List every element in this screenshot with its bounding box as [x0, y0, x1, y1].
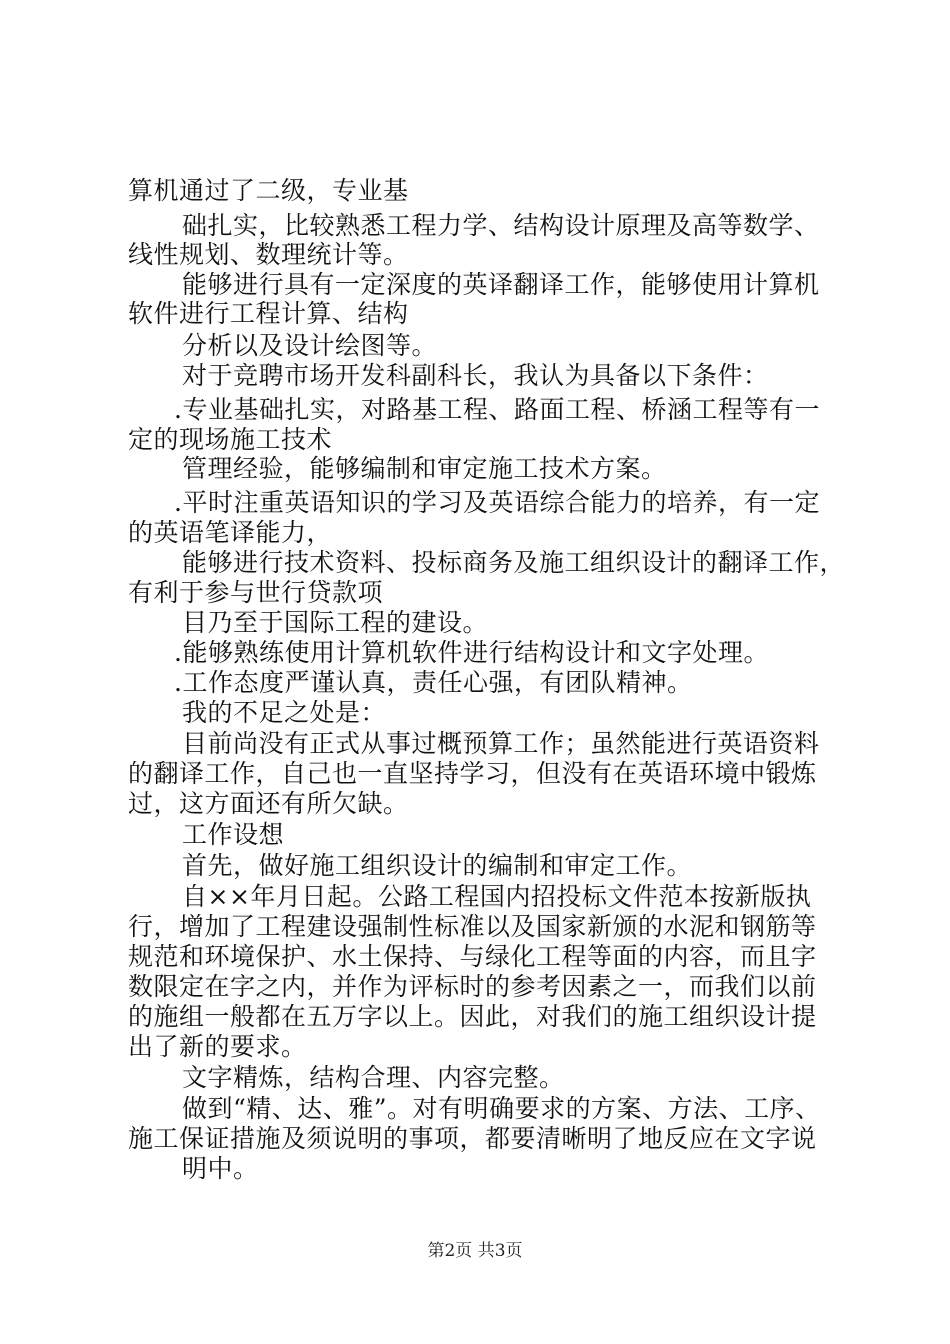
text-line: 线性规划、数理统计等。 [128, 240, 409, 269]
text-line: 的翻译工作，自己也一直坚持学习，但没有在英语环境中锻炼 [128, 759, 817, 788]
text-line: 分析以及设计绘图等。 [182, 331, 438, 360]
text-line: 能够进行具有一定深度的英译翻译工作，能够使用计算机 [182, 270, 820, 299]
text-line: 明中。 [182, 1154, 259, 1183]
text-line: 我的不足之处是： [182, 698, 387, 727]
text-line: 的施组一般都在五万字以上。因此，对我们的施工组织设计提 [128, 1002, 817, 1031]
text-line: .工作态度严谨认真，责任心强，有团队精神。 [174, 668, 693, 697]
page-number-footer: 第2页 共3页 [427, 1241, 523, 1261]
text-line: 算机通过了二级，专业基 [128, 176, 409, 205]
text-line: .能够熟练使用计算机软件进行结构设计和文字处理。 [174, 638, 769, 667]
text-line: 施工保证措施及须说明的事项，都要清晰明了地反应在文字说 [128, 1124, 817, 1153]
text-line: 定的现场施工技术 [128, 425, 333, 454]
text-line: 首先，做好施工组织设计的编制和审定工作。 [182, 851, 693, 880]
text-line: 行，增加了工程建设强制性标准以及国家新颁的水泥和钢筋等 [128, 912, 817, 941]
text-line: 能够进行技术资料、投标商务及施工组织设计的翻译工作， [182, 548, 846, 577]
text-line: 工作设想 [182, 820, 285, 849]
text-line: .平时注重英语知识的学习及英语综合能力的培养，有一定 [174, 488, 820, 517]
text-line: 的英语笔译能力， [128, 518, 333, 547]
text-line: 管理经验，能够编制和审定施工技术方案。 [182, 454, 667, 483]
text-line: 对于竞聘市场开发科副科长，我认为具备以下条件： [182, 361, 769, 390]
text-line: 目前尚没有正式从事过概预算工作；虽然能进行英语资料 [182, 729, 820, 758]
text-line: 过，这方面还有所欠缺。 [128, 789, 409, 818]
text-line: 数限定在字之内，并作为评标时的参考因素之一，而我们以前 [128, 972, 817, 1001]
text-line: 文字精炼，结构合理、内容完整。 [182, 1063, 565, 1092]
text-line: 有利于参与世行贷款项 [128, 578, 384, 607]
text-line: 规范和环境保护、水土保持、与绿化工程等面的内容，而且字 [128, 942, 817, 971]
text-line: .专业基础扎实，对路基工程、路面工程、桥涵工程等有一 [174, 395, 820, 424]
text-line: 自××年月日起。公路工程国内招投标文件范本按新版执 [182, 882, 812, 911]
text-line: 软件进行工程计算、结构 [128, 299, 409, 328]
text-line: 做到“精、达、雅”。对有明确要求的方案、方法、工序、 [182, 1094, 821, 1123]
text-line: 础扎实，比较熟悉工程力学、结构设计原理及高等数学、 [182, 211, 820, 240]
text-line: 目乃至于国际工程的建设。 [182, 608, 489, 637]
text-line: 出了新的要求。 [128, 1032, 307, 1061]
